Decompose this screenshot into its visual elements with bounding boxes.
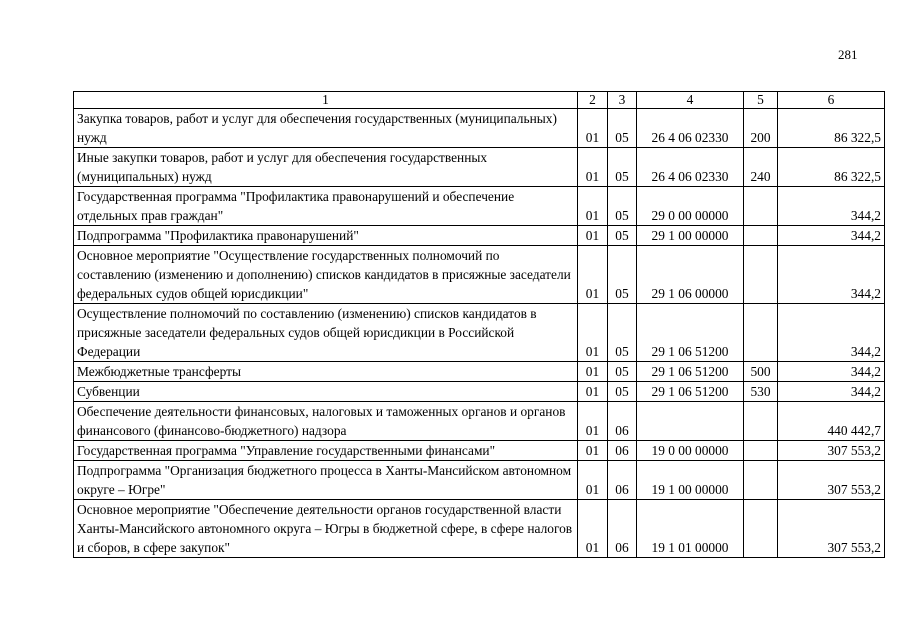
section-code-cell: 01: [578, 402, 608, 441]
section-code-cell: 01: [578, 246, 608, 304]
expense-type-cell: [744, 226, 778, 246]
row-name-cell: Межбюджетные трансферты: [74, 362, 578, 382]
subsection-code-cell: 06: [608, 500, 637, 558]
amount-cell: 344,2: [778, 226, 885, 246]
table-row: [74, 402, 885, 441]
target-article-cell: 29 1 00 00000: [637, 226, 744, 246]
subsection-code-cell: 06: [608, 402, 637, 441]
table-header-row: [74, 92, 885, 109]
section-code-cell: 01: [578, 500, 608, 558]
section-code-cell: 01: [578, 109, 608, 148]
section-code-cell: 01: [578, 187, 608, 226]
target-article-cell: [637, 402, 744, 441]
amount-cell: 307 553,2: [778, 500, 885, 558]
table-row: [74, 226, 885, 246]
section-code-cell: 01: [578, 382, 608, 402]
subsection-code-cell: 05: [608, 109, 637, 148]
table-row: [74, 382, 885, 402]
header-cell: 1: [74, 92, 578, 109]
page-number: 281: [838, 47, 858, 62]
section-code-cell: 01: [578, 226, 608, 246]
target-article-cell: 19 0 00 00000: [637, 441, 744, 461]
row-name-cell: Осуществление полномочий по составлению (изменению) списков кандидатов в присяжные заседатели федеральных судов общей юрисдикции в Российской Федерации: [74, 304, 578, 362]
section-code-cell: 01: [578, 461, 608, 500]
target-article-cell: 29 1 06 51200: [637, 362, 744, 382]
subsection-code-cell: 05: [608, 226, 637, 246]
header-cell: 3: [608, 92, 637, 109]
subsection-code-cell: 05: [608, 148, 637, 187]
section-code-cell: 01: [578, 148, 608, 187]
table-row: [74, 148, 885, 187]
amount-cell: 344,2: [778, 304, 885, 362]
target-article-cell: 29 1 06 00000: [637, 246, 744, 304]
row-name-cell: Подпрограмма "Профилактика правонарушений": [74, 226, 578, 246]
subsection-code-cell: 06: [608, 461, 637, 500]
header-cell: 6: [778, 92, 885, 109]
amount-cell: 344,2: [778, 382, 885, 402]
subsection-code-cell: 05: [608, 362, 637, 382]
budget-table: [73, 91, 885, 558]
table-row: [74, 187, 885, 226]
subsection-code-cell: 06: [608, 441, 637, 461]
row-name-cell: Обеспечение деятельности финансовых, налоговых и таможенных органов и органов финансового (финансово-бюджетного) надзора: [74, 402, 578, 441]
row-name-cell: Закупка товаров, работ и услуг для обеспечения государственных (муниципальных) нужд: [74, 109, 578, 148]
subsection-code-cell: 05: [608, 304, 637, 362]
expense-type-cell: [744, 187, 778, 226]
target-article-cell: 19 1 01 00000: [637, 500, 744, 558]
section-code-cell: 01: [578, 304, 608, 362]
amount-cell: 440 442,7: [778, 402, 885, 441]
amount-cell: 86 322,5: [778, 148, 885, 187]
section-code-cell: 01: [578, 362, 608, 382]
expense-type-cell: 200: [744, 109, 778, 148]
header-cell: 4: [637, 92, 744, 109]
expense-type-cell: [744, 461, 778, 500]
header-cell: 2: [578, 92, 608, 109]
row-name-cell: Иные закупки товаров, работ и услуг для обеспечения государственных (муниципальных) нужд: [74, 148, 578, 187]
row-name-cell: Государственная программа "Профилактика правонарушений и обеспечение отдельных прав граждан": [74, 187, 578, 226]
table-row: [74, 304, 885, 362]
target-article-cell: 19 1 00 00000: [637, 461, 744, 500]
amount-cell: 344,2: [778, 187, 885, 226]
amount-cell: 86 322,5: [778, 109, 885, 148]
table-row: [74, 109, 885, 148]
row-name-cell: Субвенции: [74, 382, 578, 402]
subsection-code-cell: 05: [608, 246, 637, 304]
subsection-code-cell: 05: [608, 382, 637, 402]
target-article-cell: 29 1 06 51200: [637, 304, 744, 362]
amount-cell: 344,2: [778, 362, 885, 382]
target-article-cell: 26 4 06 02330: [637, 109, 744, 148]
target-article-cell: 29 0 00 00000: [637, 187, 744, 226]
expense-type-cell: [744, 246, 778, 304]
subsection-code-cell: 05: [608, 187, 637, 226]
amount-cell: 344,2: [778, 246, 885, 304]
section-code-cell: 01: [578, 441, 608, 461]
amount-cell: 307 553,2: [778, 441, 885, 461]
target-article-cell: 29 1 06 51200: [637, 382, 744, 402]
expense-type-cell: [744, 441, 778, 461]
row-name-cell: Основное мероприятие "Осуществление государственных полномочий по составлению (изменению и дополнению) списков кандидатов в присяжные заседатели федеральных судов общей юрисдикции": [74, 246, 578, 304]
row-name-cell: Государственная программа "Управление государственными финансами": [74, 441, 578, 461]
expense-type-cell: 530: [744, 382, 778, 402]
header-cell: 5: [744, 92, 778, 109]
expense-type-cell: [744, 304, 778, 362]
table-row: [74, 441, 885, 461]
expense-type-cell: [744, 500, 778, 558]
amount-cell: 307 553,2: [778, 461, 885, 500]
table-row: [74, 461, 885, 500]
target-article-cell: 26 4 06 02330: [637, 148, 744, 187]
expense-type-cell: 240: [744, 148, 778, 187]
table-row: [74, 246, 885, 304]
row-name-cell: Основное мероприятие "Обеспечение деятельности органов государственной власти Ханты-Мансийского автономного округа – Югры в бюджетной сфере, в сфере налогов и сборов, в сфере закупок": [74, 500, 578, 558]
table-row: [74, 362, 885, 382]
row-name-cell: Подпрограмма "Организация бюджетного процесса в Ханты-Мансийском автономном округе – Югре": [74, 461, 578, 500]
table-row: [74, 500, 885, 558]
expense-type-cell: 500: [744, 362, 778, 382]
expense-type-cell: [744, 402, 778, 441]
